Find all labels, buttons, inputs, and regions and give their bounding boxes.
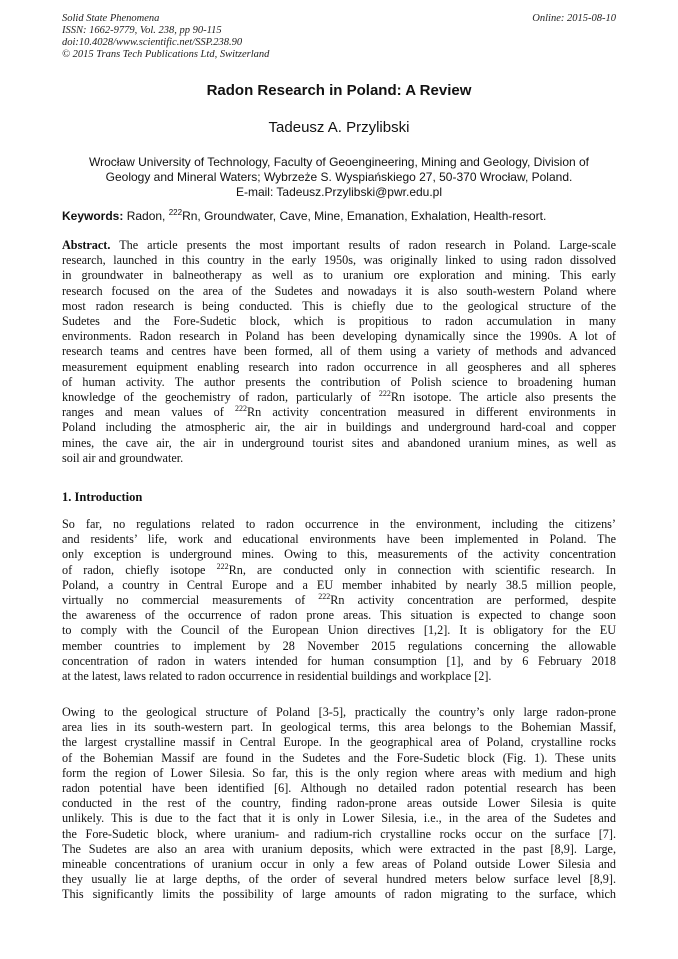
keywords-text: Radon, bbox=[123, 209, 169, 223]
intro-paragraph-1 bbox=[62, 517, 616, 684]
online-date: Online: 2015-08-10 bbox=[532, 13, 616, 24]
isotope-superscript: 222 bbox=[378, 388, 391, 398]
paragraph-line: only exception is underground mines. Owing to this, measurements of the activity concentration bbox=[62, 547, 616, 562]
journal-doi: doi:10.4028/www.scientific.net/SSP.238.90 bbox=[62, 37, 243, 48]
abstract-line: most radon research is being conducted. This is chiefly due to the geological structure of the bbox=[62, 298, 616, 313]
paragraph-line: of radon, chiefly isotope $^{222}$Rn, are conducted only in connection with scientific research. In bbox=[62, 561, 616, 577]
isotope-superscript: 222 bbox=[234, 404, 247, 414]
paragraph-line: member countries to implement by 28 November 2015 regulations concerning the allowable bbox=[62, 638, 616, 653]
abstract-line: Sudetes and the Fore-Sudetic block, which is propitious to radon accumulation in many bbox=[62, 314, 616, 329]
isotope-superscript: 222 bbox=[216, 561, 229, 571]
paper-author: Tadeusz A. Przylibski bbox=[268, 119, 410, 136]
paragraph-line: concentration of radon in waters intended for human consumption [1], and by 6 February 2018 bbox=[62, 653, 616, 668]
abstract-line: research focused on the area of the Sudetes and nowadays it is also south-western Poland where bbox=[62, 283, 616, 298]
paragraph-line: Owing to the geological structure of Poland [3-5], practically the country’s only large radon-prone bbox=[62, 705, 616, 719]
paragraph-line: The Sudetes are also an area with uranium deposits, which were extracted in the past [8,9]. Large, bbox=[62, 841, 616, 856]
paragraph-line: Poland, a country in Central Europe and a EU member inhabited by nearly 38.5 million people, bbox=[62, 577, 616, 592]
journal-name: Solid State Phenomena bbox=[62, 13, 160, 24]
abstract-line: research, launched in this country in the early 1950s, was originally linked to using radon dissolved bbox=[62, 253, 616, 268]
isotope-superscript: 222 bbox=[168, 208, 183, 217]
abstract-line: in groundwater in balneotherapy as well as to uranium ore exploration and mining. This early bbox=[62, 268, 616, 283]
paragraph-line: virtually no commercial measurements of $^{222}$Rn activity concentration are performed, despite bbox=[62, 591, 616, 608]
abstract-line: soil air and groundwater. bbox=[62, 450, 184, 465]
journal-issn: ISSN: 1662-9779, Vol. 238, pp 90-115 bbox=[62, 25, 222, 36]
paper-title: Radon Research in Poland: A Review bbox=[206, 82, 472, 99]
intro-paragraph-2 bbox=[62, 705, 616, 903]
abstract-line: mines, the cave air, the air in underground tourist sites and abandoned uranium mines, as well as bbox=[62, 435, 616, 450]
paragraph-line: So far, no regulations related to radon occurrence in the environment, including the citizens’ bbox=[62, 517, 616, 531]
abstract-label: Abstract. bbox=[62, 238, 111, 252]
keywords bbox=[62, 209, 622, 223]
journal-copyright: © 2015 Trans Tech Publications Ltd, Switzerland bbox=[62, 49, 270, 60]
abstract bbox=[62, 238, 616, 466]
paragraph-line: mineable concentrations of uranium occur in only a few areas of Poland outside Lower Silesia and bbox=[62, 857, 616, 872]
abstract-line: of human activity. The author presents the contribution of Polish science to broadening human bbox=[62, 374, 616, 389]
keywords-label: Keywords: bbox=[62, 209, 124, 223]
journal-header bbox=[62, 13, 269, 61]
paragraph-line: at the latest, laws related to radon occurrence in residential buildings and workplace [2]. bbox=[62, 669, 492, 684]
abstract-line: measurement equipment enabling research into radon occurrence in all geospheres and all spheres bbox=[62, 359, 616, 374]
paragraph-line: they usually lie at large depths, of the order of several hundred meters below surface level [8,9]. bbox=[62, 872, 616, 887]
isotope-superscript: 222 bbox=[318, 591, 331, 601]
affiliation-line: Wrocław University of Technology, Faculty of Geoengineering, Mining and Geology, Division of bbox=[88, 155, 590, 169]
paragraph-line: to comply with the Council of the European Union directives [1,2]. It is obligatory for the EU bbox=[62, 623, 616, 638]
paragraph-line: radon potential have been identified [6]. Although no detailed radon potential research has been bbox=[62, 781, 616, 796]
abstract-line: knowledge of the geochemistry of radon, particularly of $^{222}$Rn isotope. The article also presents the bbox=[62, 388, 616, 405]
paragraph-line: form the region of Lower Silesia. So far, this is the only region where areas with medium and high bbox=[62, 765, 616, 780]
affiliation bbox=[62, 155, 616, 200]
paragraph-line: conducted in the rest of the country, finding radon-prone areas outside Lower Silesia is quite bbox=[62, 796, 616, 811]
paragraph-line: the largest crystalline massif in Central Europe. In the geographical area of Poland, crystalline rocks bbox=[62, 735, 616, 750]
abstract-line: Poland including the atmospheric air, the air in buildings and underground hard-coal and copper bbox=[62, 420, 616, 435]
abstract-line: research teams and centres have been formed, all of them using a variety of methods and advanced bbox=[62, 344, 616, 359]
paragraph-line: unlikely. This is due to the fact that it is only in Lower Silesia, i.e., in the area of the Sudetes and bbox=[62, 811, 616, 826]
paragraph-line: area lies in its south-western part. In geological terms, this area belongs to the Bohemian Massif, bbox=[62, 720, 616, 735]
paragraph-line: and residents’ life, work and educational environments have been implemented in Poland. The bbox=[62, 532, 616, 547]
abstract-line: Abstract. The article presents the most important results of radon research in Poland. Large-scale bbox=[62, 238, 616, 252]
abstract-line: ranges and mean values of $^{222}$Rn activity concentration measured in different environments in bbox=[62, 404, 616, 420]
paragraph-line: of the Bohemian Massif are found in the Sudetes and the Fore-Sudetic block (Fig. 1). These units bbox=[62, 750, 616, 765]
paragraph-line: the Fore-Sudetic block, where uranium- and radium-rich crystalline rocks occur on the surface [7]. bbox=[62, 826, 616, 841]
affiliation-line: Geology and Mineral Waters; Wybrzeże S. Wyspiańskiego 27, 50-370 Wrocław, Poland. bbox=[105, 170, 573, 184]
abstract-line: environments. Radon research in Poland has been developing dynamically since the 1990s. A lot of bbox=[62, 329, 616, 344]
paragraph-line: This significantly limits the possibility of large amounts of radon migrating to the surface, which bbox=[62, 887, 616, 902]
paragraph-line: the awareness of the occurrence of radon prone areas. This situation is expected to change soon bbox=[62, 608, 616, 623]
author-email: E-mail: Tadeusz.Przylibski@pwr.edu.pl bbox=[235, 185, 443, 199]
section-heading: 1. Introduction bbox=[62, 490, 143, 504]
keywords-text: Rn, Groundwater, Cave, Mine, Emanation, Exhalation, Health-resort. bbox=[182, 209, 547, 223]
